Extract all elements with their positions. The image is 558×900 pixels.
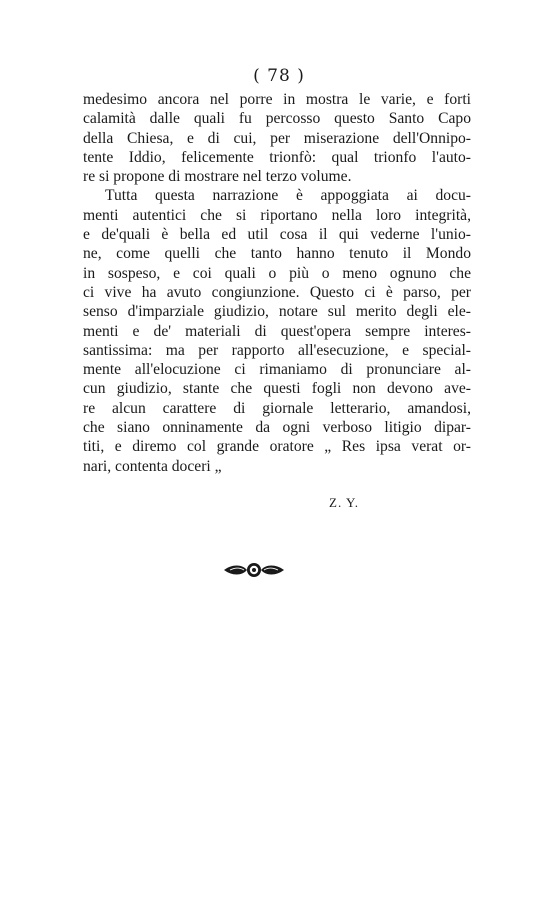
text-line: menti e de' materiali di quest'opera sempre interes- [83,322,471,340]
text-line: nari, contenta doceri „ [83,457,222,475]
text-line: menti autentici che si riportano nella loro integrità, [83,206,471,224]
body-text [83,90,471,476]
fleuron-ornament-icon [222,561,286,579]
text-line: cun giudizio, stante che questi fogli non devono ave- [83,380,471,398]
page-number: ( 78 ) [253,66,305,86]
paragraph-1 [83,90,471,186]
text-line: titi, e diremo col grande oratore „ Res ipsa verat or- [83,438,471,456]
text-line: re alcun carattere di giornale letterario, amandosi, [83,399,471,417]
text-line: re si propone di mostrare nel terzo volume. [83,168,352,186]
text-line: ne, come quelli che tanto hanno tenuto il Mondo [83,245,471,263]
text-line: santissima: ma per rapporto all'esecuzione, e special- [83,341,471,359]
text-line: che siano onninamente da ogni verboso litigio dipar- [83,419,471,437]
text-line: in sospeso, e coi quali o più o meno ognuno che [83,264,471,282]
text-line: mente all'elocuzione ci rimaniamo di pronunciare al- [83,361,471,379]
text-line: tente Iddio, felicemente trionfò: qual trionfo l'auto- [83,148,471,166]
text-line: Tutta questa narrazione è appoggiata ai docu- [105,187,471,205]
text-line: calamità dalle quali fu percosso questo Santo Capo [83,110,471,128]
signature: Z. Y. [329,495,359,510]
text-line: ci vive ha avuto congiunzione. Questo ci è parso, per [83,283,471,301]
text-line: della Chiesa, e di cui, per miserazione dell'Onnipo- [83,129,471,147]
text-line: senso d'imparziale giudizio, notare sul merito degli ele- [83,303,471,321]
paragraph-2 [83,186,471,475]
text-line: e de'quali è bella ed util cosa il qui vederne l'unio- [83,226,471,244]
text-line: medesimo ancora nel porre in mostra le varie, e forti [83,91,471,108]
